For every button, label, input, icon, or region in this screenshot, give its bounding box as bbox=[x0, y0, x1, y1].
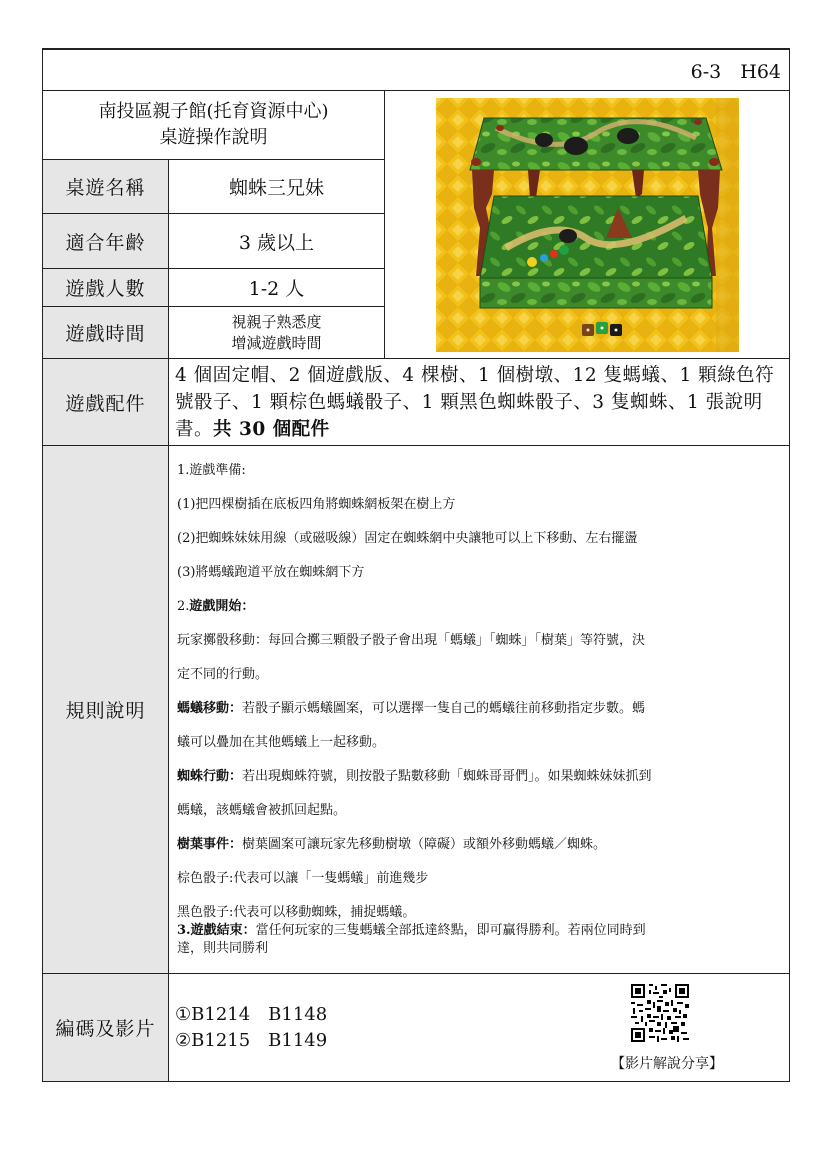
name-value: 蜘蛛三兄妹 bbox=[169, 160, 385, 214]
rules-end-2: 達，則共同勝利 bbox=[177, 940, 269, 956]
rules-text bbox=[169, 446, 790, 974]
code-line-1: ①B1214 B1148 bbox=[175, 1003, 328, 1025]
rules-spider-1 bbox=[177, 768, 781, 786]
players-value: 1-2 人 bbox=[169, 269, 385, 307]
rules-end-title: 3.遊戲結束： bbox=[177, 922, 256, 938]
rules-end-1 bbox=[177, 922, 781, 940]
rules-prep-3: (3)將螞蟻跑道平放在蜘蛛網下方 bbox=[177, 564, 365, 580]
rules-ant-title: 螞蟻移動： bbox=[177, 700, 243, 716]
rules-spider-line1: 若出現蜘蛛符號，則按骰子點數移動「蜘蛛哥哥們」。如果蜘蛛妹妹抓到 bbox=[242, 768, 652, 784]
doc-subtitle: 桌遊操作說明 bbox=[159, 127, 268, 148]
video-caption: 【影片解說分享】 bbox=[611, 1056, 724, 1072]
photo-cell bbox=[385, 91, 790, 359]
game-photo bbox=[436, 98, 739, 352]
rules-brown-die: 棕色骰子:代表可以讓「一隻螞蟻」前進幾步 bbox=[177, 870, 429, 886]
org-name: 南投區親子館(托育資源中心) bbox=[98, 101, 329, 122]
codes-label: 編碼及影片 bbox=[43, 974, 169, 1082]
code-line-2: ②B1215 B1149 bbox=[175, 1029, 328, 1051]
rules-prep-2: (2)把蜘蛛妹妹用線（或磁吸線）固定在蜘蛛網中央讓牠可以上下移動、左右擺盪 bbox=[177, 530, 638, 546]
codes-cell bbox=[169, 974, 790, 1082]
time-label: 遊戲時間 bbox=[43, 307, 169, 359]
rules-ant-line1: 若骰子顯示螞蟻圖案，可以選擇一隻自己的螞蟻往前移動指定步數。螞 bbox=[242, 700, 646, 716]
rules-ant-2: 蟻可以疊加在其他螞蟻上一起移動。 bbox=[177, 734, 386, 750]
video-qr-code-icon[interactable] bbox=[631, 984, 689, 1042]
age-label: 適合年齡 bbox=[43, 214, 169, 269]
parts-text bbox=[169, 359, 790, 446]
time-value-line1: 視親子熟悉度 bbox=[231, 312, 322, 331]
header-title bbox=[43, 91, 385, 160]
age-value: 3 歲以上 bbox=[169, 214, 385, 269]
instruction-sheet bbox=[42, 48, 789, 1082]
parts-label: 遊戲配件 bbox=[43, 359, 169, 446]
rules-spider-2: 螞蟻，該螞蟻會被抓回起點。 bbox=[177, 802, 347, 818]
rules-leaf bbox=[177, 836, 781, 854]
rules-roll-2: 定不同的行動。 bbox=[177, 666, 269, 682]
time-value-line2: 增減遊戲時間 bbox=[231, 333, 322, 352]
rules-end-line1: 當任何玩家的三隻螞蟻全部抵達終點，即可贏得勝利。若兩位同時到 bbox=[255, 922, 646, 938]
rules-start-title: 遊戲開始： bbox=[189, 598, 255, 614]
doc-code: 6-3 H64 bbox=[43, 49, 790, 91]
rules-black-die: 黑色骰子:代表可以移動蜘蛛，捕捉螞蟻。 bbox=[177, 904, 416, 920]
rules-label: 規則說明 bbox=[43, 446, 169, 974]
rules-leaf-text: 樹葉圖案可讓玩家先移動樹墩（障礙）或額外移動螞蟻／蜘蛛。 bbox=[242, 836, 607, 852]
name-label: 桌遊名稱 bbox=[43, 160, 169, 214]
rules-prep-1: (1)把四棵樹插在底板四角將蜘蛛網板架在樹上方 bbox=[177, 496, 456, 512]
rules-ant-1 bbox=[177, 700, 781, 718]
rules-spider-title: 蜘蛛行動： bbox=[177, 768, 243, 784]
rules-prep-title: 1.遊戲準備: bbox=[177, 462, 246, 478]
rules-roll-1: 玩家擲骰移動：每回合擲三顆骰子骰子會出現「螞蟻」「蜘蛛」「樹葉」等符號，決 bbox=[177, 632, 646, 648]
parts-total: 共 30 個配件 bbox=[213, 418, 330, 440]
players-label: 遊戲人數 bbox=[43, 269, 169, 307]
rules-start-num: 2. bbox=[177, 598, 190, 614]
rules-leaf-title: 樹葉事件： bbox=[177, 836, 243, 852]
parts-list: 4 個固定帽、2 個遊戲版、4 棵樹、1 個樹墩、12 隻螞蟻、1 顆綠色符號骰子、1 顆棕色螞蟻骰子、1 顆黑色蜘蛛骰子、3 隻蜘蛛、1 張說明書。 bbox=[175, 364, 775, 440]
instruction-table bbox=[42, 48, 790, 1082]
time-value bbox=[169, 307, 385, 359]
rules-start bbox=[177, 598, 781, 616]
